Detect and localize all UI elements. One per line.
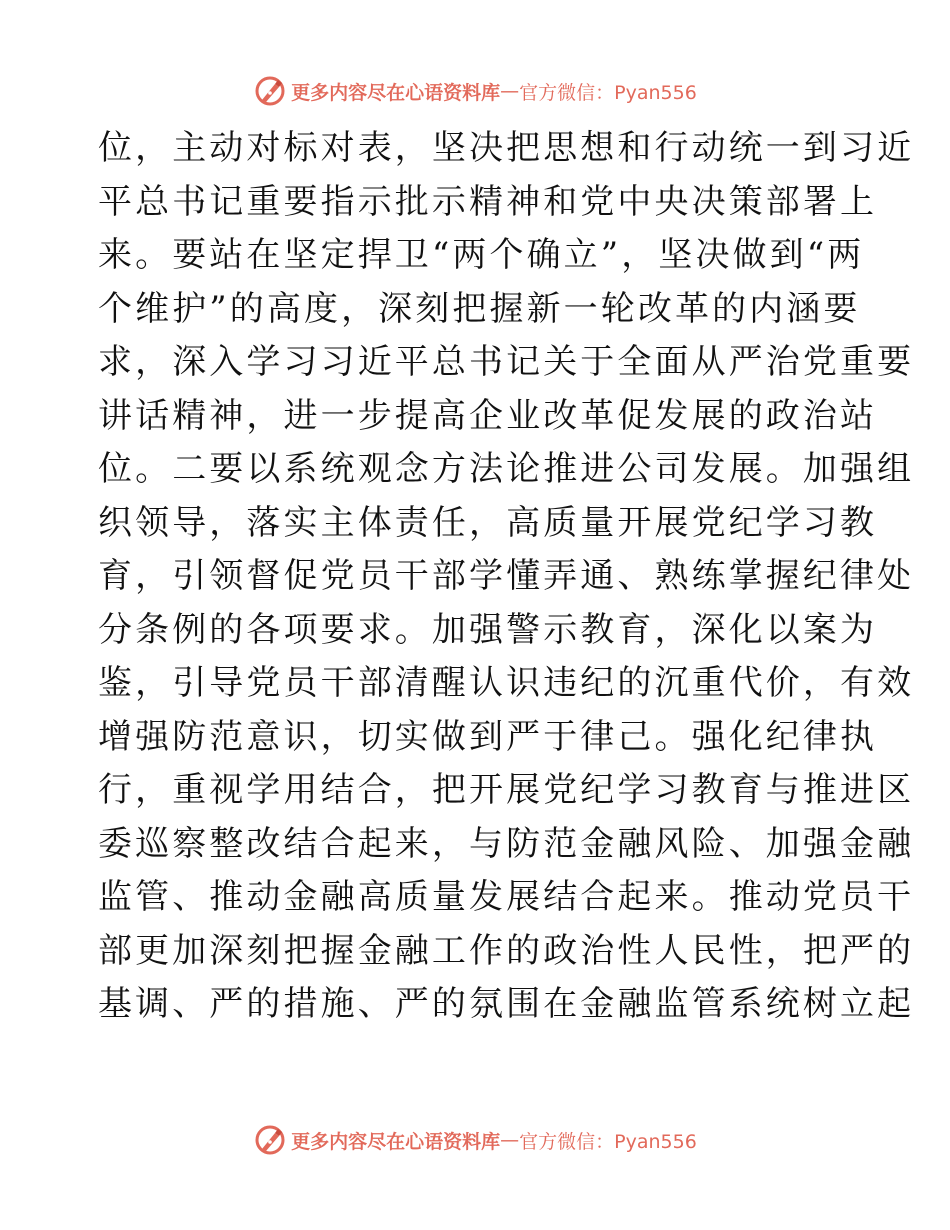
fountain-pen-logo-icon xyxy=(253,1123,287,1157)
footer-watermark-banner xyxy=(0,1120,950,1160)
body-line: 增强防范意识，切实做到严于律己。强化纪律执 xyxy=(98,716,878,757)
body-line: 位。二要以系统观念方法论推进公司发展。加强组 xyxy=(98,449,915,489)
banner-main-text: 更多内容尽在心语资料库 xyxy=(291,1130,501,1153)
body-line: 个维护”的高度，深刻把握新一轮改革的内涵要 xyxy=(98,288,861,329)
body-line: 基调、严的措施、严的氛围在金融监管系统树立起 xyxy=(98,984,915,1024)
body-line: 分条例的各项要求。加强警示教育，深化以案为 xyxy=(98,609,878,650)
body-line: 行，重视学用结合，把开展党纪学习教育与推进区 xyxy=(98,770,915,810)
body-line: 来。要站在坚定捍卫“两个确立”，坚决做到“两 xyxy=(98,235,865,275)
banner-dash: — xyxy=(500,1129,520,1151)
banner-wechat-text: 官方微信：Pyan556 xyxy=(519,81,697,104)
body-line: 平总书记重要指示批示精神和党中央决策部署上 xyxy=(98,181,878,222)
header-watermark-banner xyxy=(0,71,950,111)
body-line: 鉴，引导党员干部清醒认识违纪的沉重代价，有效 xyxy=(98,663,915,703)
body-line: 位，主动对标对表，坚决把思想和行动统一到习近 xyxy=(98,128,915,168)
body-line: 织领导，落实主体责任，高质量开展党纪学习教 xyxy=(98,502,878,543)
body-line: 讲话精神，进一步提高企业改革促发展的政治站 xyxy=(98,395,878,436)
fountain-pen-logo-icon xyxy=(253,74,287,108)
banner-wechat-text: 官方微信：Pyan556 xyxy=(519,1130,697,1153)
body-line: 监管、推动金融高质量发展结合起来。推动党员干 xyxy=(98,877,915,917)
document-body xyxy=(98,122,915,1032)
body-line: 育，引领督促党员干部学懂弄通、熟练掌握纪律处 xyxy=(98,556,915,596)
banner-main-text: 更多内容尽在心语资料库 xyxy=(291,81,501,104)
body-line: 委巡察整改结合起来，与防范金融风险、加强金融 xyxy=(98,823,915,864)
body-line: 求，深入学习习近平总书记关于全面从严治党重要 xyxy=(98,342,915,382)
body-line: 部更加深刻把握金融工作的政治性人民性，把严的 xyxy=(98,930,915,971)
banner-dash: — xyxy=(500,80,520,102)
